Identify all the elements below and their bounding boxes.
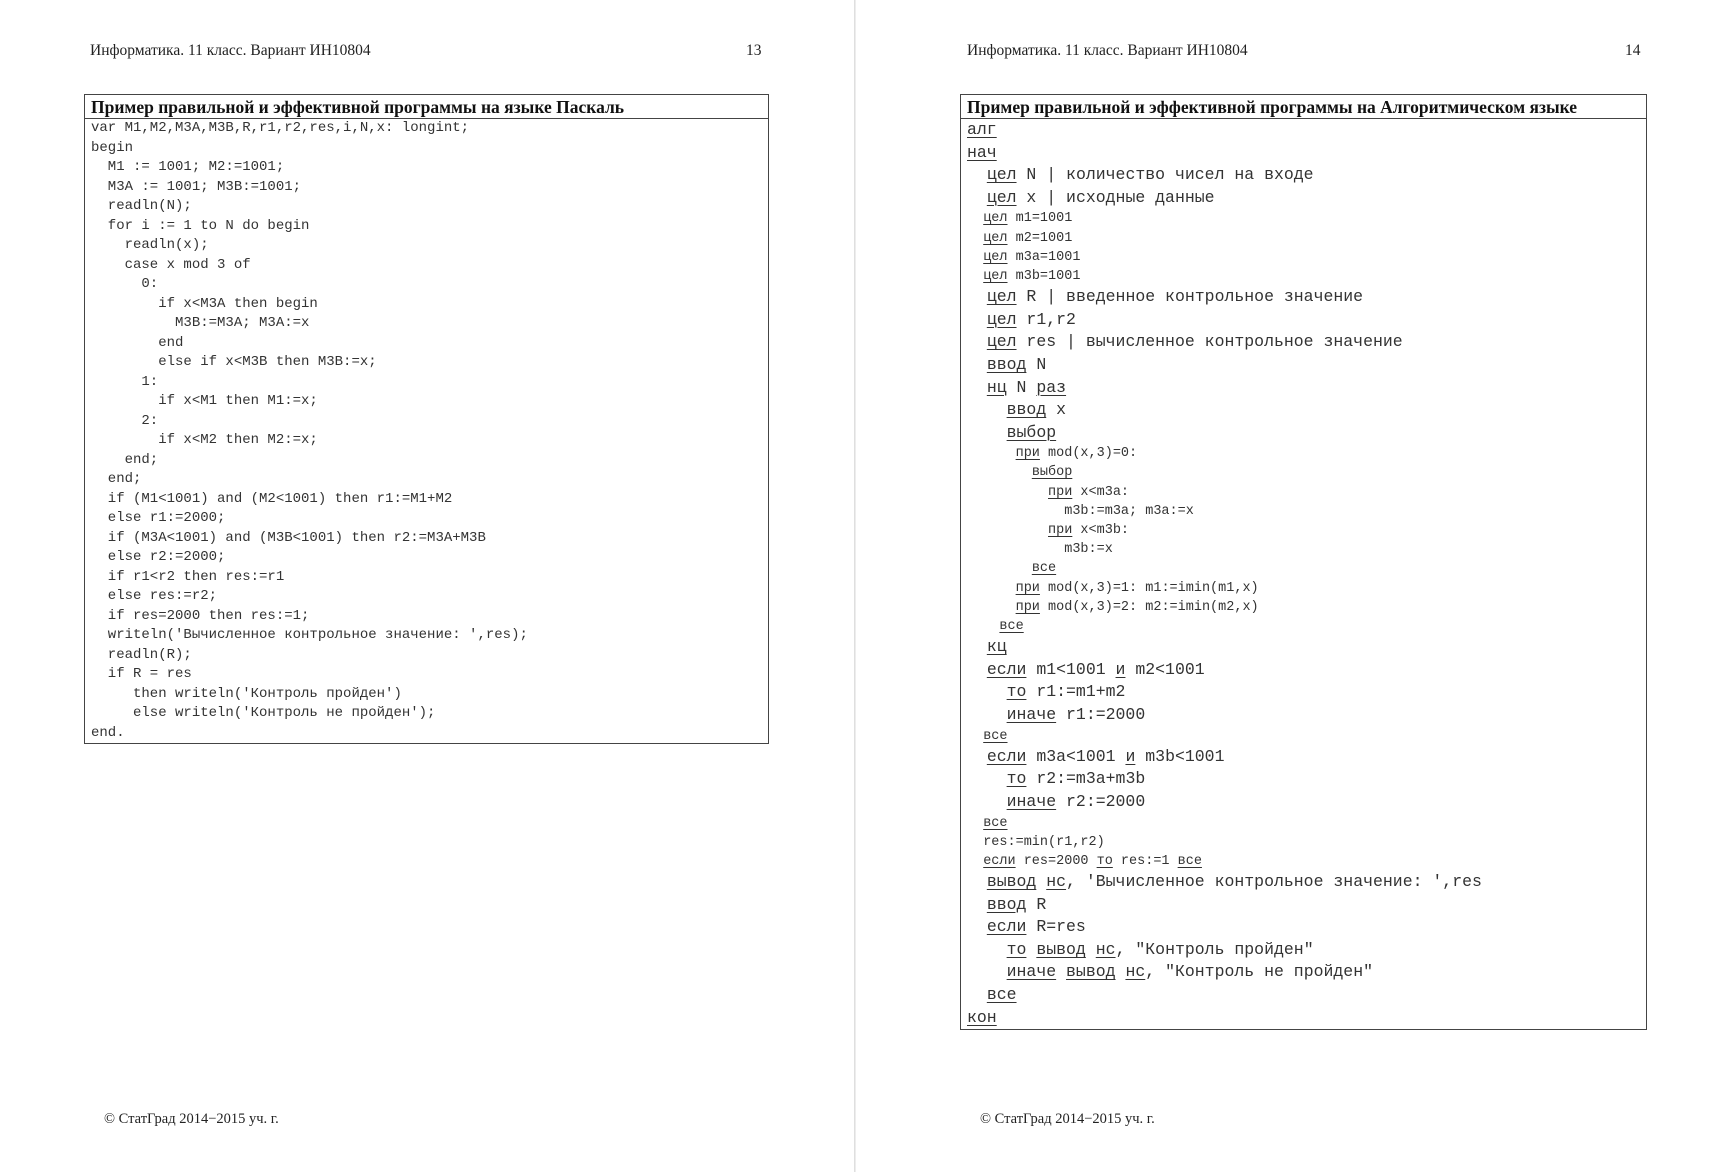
code-text: m3a=1001 [1007,249,1081,265]
code-line [967,939,1646,962]
page-footer: © СтатГрад 2014−2015 уч. г. [980,1111,1155,1127]
code-text [967,188,987,207]
keyword: и [1115,659,1126,679]
code-line [967,727,1646,746]
code-line [967,309,1646,332]
keyword: цел [986,165,1017,185]
code-line [967,187,1646,210]
code-text [1116,962,1126,981]
code-text [967,355,987,374]
keyword: все [1177,853,1202,869]
keyword: то [1006,682,1027,702]
code-text: m3b:=m3a; m3a:=x [967,503,1194,519]
code-text: R=res [1026,917,1086,937]
code-text [967,310,987,329]
code-line [967,961,1646,984]
code-line [967,791,1646,814]
code-line: var M1,M2,M3A,M3B,R,r1,r2,res,i,N,x: longint; [91,120,470,136]
code-text [967,895,987,914]
pascal-code-listing [85,119,768,743]
code-line [967,984,1646,1007]
code-line [967,768,1646,791]
keyword: цел [983,211,1008,227]
page-header: Информатика. 11 класс. Вариант ИН10804 [90,42,371,59]
page-footer: © СтатГрад 2014−2015 уч. г. [104,1111,279,1127]
keyword: вывод [986,872,1037,892]
keyword: все [986,985,1017,1005]
code-text: R [1026,894,1047,914]
code-text [967,816,983,831]
code-text: m1<1001 [1026,659,1116,679]
code-line [967,833,1646,852]
code-text: , "Контроль не пройден" [1145,962,1374,982]
code-text [967,729,983,744]
code-line [967,916,1646,939]
code-line: end; [91,451,159,468]
code-text [967,581,1016,596]
code-line: readln(x); [91,237,209,253]
code-line [967,267,1646,286]
code-line [967,704,1646,727]
keyword: при [1015,599,1040,615]
code-line: if x<M2 then M2:=x; [91,432,318,448]
code-line [967,1007,1646,1030]
code-text: , "Контроль пройден" [1115,939,1314,959]
code-text [967,287,987,306]
code-line: if res=2000 then res:=1; [91,607,310,624]
code-line: end; [91,471,142,487]
code-line [967,681,1646,704]
code-text [967,465,1032,480]
code-text [967,872,987,891]
keyword: цел [986,187,1017,207]
code-text [967,423,1007,442]
code-text: mod(x,3)=1: m1:=imin(m1,x) [1039,580,1259,596]
keyword: ввод [986,354,1027,374]
code-text [967,769,1007,788]
code-text: N [1026,354,1047,374]
code-text: r1:=m1+m2 [1026,682,1126,702]
keyword: если [986,746,1027,766]
code-line: if R = res [91,666,192,682]
code-line [967,248,1646,267]
code-text [967,269,983,284]
code-text: mod(x,3)=0: [1039,446,1138,462]
code-text [967,378,987,397]
code-line [967,871,1646,894]
keyword: вывод [1036,939,1086,959]
keyword: все [1031,561,1057,577]
keyword: все [983,728,1008,744]
code-text: res:=min(r1,r2) [967,834,1105,850]
code-text [967,962,1007,981]
code-text: N [1006,377,1037,397]
code-line: else r1:=2000; [91,510,226,526]
keyword: цел [986,332,1017,352]
code-text [967,231,983,246]
code-text [967,561,1032,576]
code-text: m3b:=x [967,542,1113,558]
keyword: если [986,917,1027,937]
keyword: то [1006,769,1027,789]
pascal-program-box [84,94,769,744]
keyword: выбор [1006,422,1057,442]
keyword: нс [1125,962,1146,982]
code-text [967,985,987,1004]
code-line [967,399,1646,422]
code-text [967,705,1007,724]
code-text [967,165,987,184]
keyword: вывод [1066,962,1116,982]
code-text [967,660,987,679]
code-line [967,331,1646,354]
code-line [967,483,1646,502]
code-line: M3A := 1001; M3B:=1001; [91,178,302,195]
code-text: m3b<1001 [1135,746,1225,766]
code-text: m2<1001 [1125,659,1205,679]
keyword: если [983,853,1016,869]
keyword: ввод [1006,400,1047,420]
algorithmic-program-title: Пример правильной и эффективной программы на Алгоритмическом языке [961,95,1646,119]
code-text [967,747,987,766]
page-header: Информатика. 11 класс. Вариант ИН10804 [967,42,1248,59]
code-line [967,209,1646,228]
code-line [967,229,1646,248]
code-line: begin [91,139,134,156]
code-text: R | введенное контрольное значение [1016,287,1364,307]
code-line: else writeln('Контроль не пройден'); [91,705,436,721]
keyword: если [986,659,1027,679]
keyword: иначе [1006,791,1057,811]
pascal-program-title: Пример правильной и эффективной программы на языке Паскаль [85,95,768,119]
code-text [967,940,1007,959]
code-text [1036,872,1046,891]
page-number: 14 [1625,42,1641,59]
code-text: m1=1001 [1007,211,1073,227]
algorithmic-code-listing [961,119,1646,1029]
code-text: r2:=2000 [1056,791,1146,811]
code-line [967,559,1646,578]
code-line [967,463,1646,482]
algorithmic-program-box [960,94,1647,1030]
keyword: и [1125,746,1136,766]
code-text: N | количество чисел на входе [1016,165,1314,185]
code-text [967,619,999,634]
code-line [967,636,1646,659]
code-line: else r2:=2000; [91,549,226,565]
keyword: алг [967,120,997,139]
code-text [1026,940,1036,959]
code-line [967,164,1646,187]
code-line: if x<M3A then begin [91,295,318,312]
code-text: x<m3a: [1072,484,1130,500]
code-line: end. [91,724,125,741]
code-text [967,332,987,351]
code-line: 0: [91,276,159,292]
keyword: иначе [1006,704,1057,724]
code-line: readln(N); [91,198,192,214]
code-text [1086,940,1096,959]
code-line [967,746,1646,769]
code-text [967,211,983,226]
keyword: раз [1036,377,1067,397]
code-line [967,444,1646,463]
code-line [967,422,1646,445]
code-text: x | исходные данные [1016,187,1215,207]
keyword: цел [986,309,1017,329]
code-text [967,446,1016,461]
keyword: нач [967,142,997,162]
keyword: выбор [1031,465,1073,481]
keyword: все [999,618,1024,634]
code-text [967,792,1007,811]
code-text: x [1046,400,1067,420]
code-text [967,854,983,869]
code-line: M3B:=M3A; M3A:=x [91,315,310,331]
code-text: r2:=m3a+m3b [1026,769,1146,789]
code-line [967,814,1646,833]
code-text [967,523,1048,538]
code-line: if r1<r2 then res:=r1 [91,568,285,585]
code-text [967,917,987,936]
code-line [967,354,1646,377]
code-text [967,400,1007,419]
code-line: for i := 1 to N do begin [91,217,310,234]
code-line [967,502,1646,521]
code-text: res=2000 [1015,853,1097,869]
code-text: res:=1 [1112,853,1178,869]
code-line [967,617,1646,636]
code-line: writeln('Вычисленное контрольное значение: ',res); [91,627,528,643]
code-line: 1: [91,373,159,390]
code-text [967,250,983,265]
code-line [967,659,1646,682]
keyword: при [1048,484,1073,500]
code-line [967,286,1646,309]
code-line: then writeln('Контроль пройден') [91,685,402,702]
code-text [967,682,1007,701]
code-line [967,119,1646,142]
code-line: if (M3A<1001) and (M3B<1001) then r2:=M3A+M3B [91,529,486,546]
code-line [967,894,1646,917]
keyword: ввод [986,894,1027,914]
code-text [967,600,1016,615]
keyword: нс [1095,939,1116,959]
code-text: res | вычисленное контрольное значение [1016,332,1403,352]
code-line: if x<M1 then M1:=x; [91,393,318,409]
page-14 [857,0,1710,1172]
code-text: m3b=1001 [1007,268,1081,284]
code-line [967,377,1646,400]
keyword: при [1048,523,1073,539]
code-line: end [91,334,184,351]
code-line: readln(R); [91,646,192,663]
code-line [967,852,1646,871]
keyword: при [1015,446,1040,462]
code-line [967,142,1646,165]
code-text [967,637,987,656]
keyword: цел [983,230,1008,246]
code-text: x<m3b: [1072,523,1130,539]
code-text: r1:=2000 [1056,704,1146,724]
code-line: if (M1<1001) and (M2<1001) then r1:=M1+M2 [91,490,453,507]
code-text: mod(x,3)=2: m2:=imin(m2,x) [1039,599,1259,615]
keyword: цел [983,249,1008,265]
keyword: иначе [1006,962,1057,982]
code-text: m2=1001 [1007,230,1073,246]
code-text [1056,962,1066,981]
code-line: case x mod 3 of [91,256,251,273]
keyword: то [1006,939,1027,959]
code-text [967,485,1048,500]
keyword: нс [1046,872,1067,892]
code-text: r1,r2 [1016,309,1076,329]
code-text: m3a<1001 [1026,746,1126,766]
keyword: все [983,815,1008,831]
code-line: 2: [91,412,159,429]
page-number: 13 [746,42,762,59]
code-line [967,521,1646,540]
code-line: else res:=r2; [91,588,218,604]
code-line [967,598,1646,617]
code-line [967,579,1646,598]
code-line [967,540,1646,559]
keyword: при [1015,580,1040,596]
keyword: то [1096,853,1113,869]
keyword: нц [986,377,1007,397]
keyword: цел [983,268,1008,284]
keyword: цел [986,287,1017,307]
keyword: кц [986,637,1007,657]
code-line: M1 := 1001; M2:=1001; [91,159,285,175]
code-line: else if x<M3B then M3B:=x; [91,354,377,370]
code-text: , 'Вычисленное контрольное значение: ',res [1066,872,1482,892]
keyword: кон [967,1007,997,1027]
